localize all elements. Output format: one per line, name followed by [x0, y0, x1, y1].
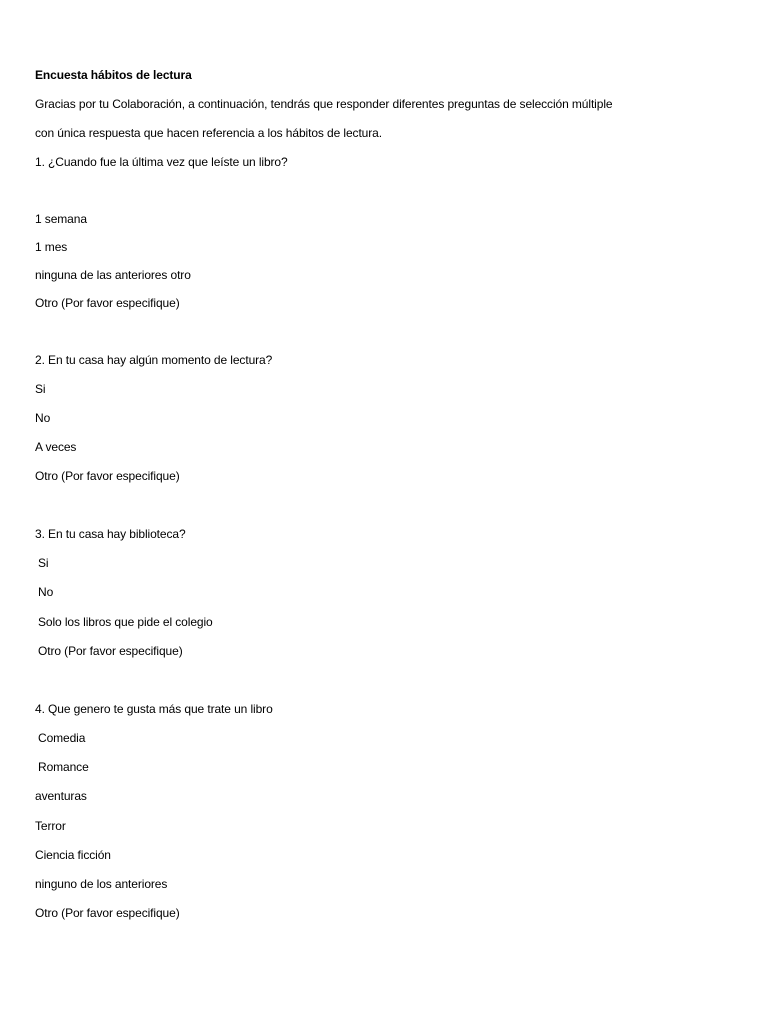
q1-option-4: Otro (Por favor especifique) [35, 296, 180, 310]
document-title: Encuesta hábitos de lectura [35, 68, 192, 82]
q2-option-2: No [35, 411, 51, 425]
intro-line-1: Gracias por tu Colaboración, a continuación, tendrás que responder diferentes preguntas de selección múltiple [35, 97, 613, 111]
q4-option-4: Terror [35, 819, 66, 833]
q3-option-2: No [38, 585, 54, 599]
question-3: 3. En tu casa hay biblioteca? [35, 527, 186, 541]
q4-option-7: Otro (Por favor especifique) [35, 906, 180, 920]
q3-option-1: Si [38, 556, 49, 570]
q3-option-3: Solo los libros que pide el colegio [38, 615, 213, 629]
q2-option-4: Otro (Por favor especifique) [35, 469, 180, 483]
q4-option-3: aventuras [35, 789, 87, 803]
q4-option-5: Ciencia ficción [35, 848, 111, 862]
question-1: 1. ¿Cuando fue la última vez que leíste un libro? [35, 155, 288, 169]
intro-line-2: con única respuesta que hacen referencia a los hábitos de lectura. [35, 126, 382, 140]
q2-option-3: A veces [35, 440, 77, 454]
q2-option-1: Si [35, 382, 46, 396]
question-2: 2. En tu casa hay algún momento de lectura? [35, 353, 273, 367]
q4-option-1: Comedia [38, 731, 86, 745]
q1-option-3: ninguna de las anteriores otro [35, 268, 191, 282]
q1-option-1: 1 semana [35, 212, 87, 226]
q1-option-2: 1 mes [35, 240, 68, 254]
q4-option-6: ninguno de los anteriores [35, 877, 168, 891]
q3-option-4: Otro (Por favor especifique) [38, 644, 183, 658]
q4-option-2: Romance [38, 760, 89, 774]
question-4: 4. Que genero te gusta más que trate un libro [35, 702, 273, 716]
